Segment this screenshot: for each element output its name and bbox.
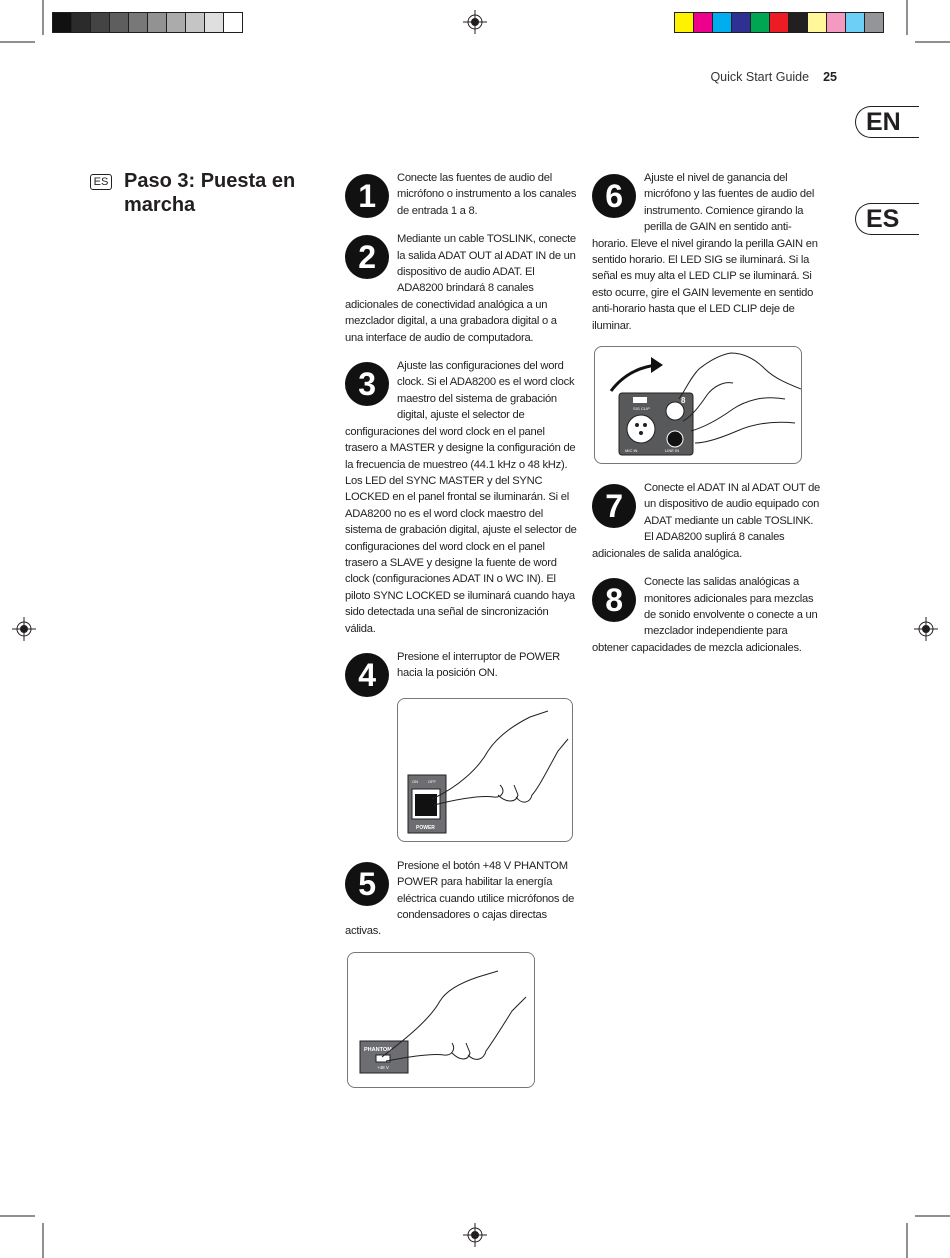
step-number-badge: 4 xyxy=(345,653,389,697)
step-2 xyxy=(345,231,577,346)
color-swatch xyxy=(712,12,732,33)
channel-number: 8 xyxy=(681,396,686,406)
step-number-badge: 7 xyxy=(592,484,636,528)
led-sig-label: SIG xyxy=(633,406,640,412)
color-swatch xyxy=(674,12,694,33)
step-1 xyxy=(345,170,577,219)
color-swatch xyxy=(826,12,846,33)
phantom-label: PHANTOM xyxy=(364,1046,392,1053)
color-swatch xyxy=(185,12,205,33)
mic-in-label: MIC IN xyxy=(625,448,638,454)
registration-mark-top xyxy=(463,10,487,34)
color-swatch xyxy=(204,12,224,33)
process-color-bar xyxy=(675,12,884,33)
step-text: Conecte las fuentes de audio del micrófono o instrumento a los canales de entrada 1 a 8. xyxy=(397,172,577,217)
hand-turning-gain-icon xyxy=(595,347,802,464)
gain-knob-illustration xyxy=(594,346,802,464)
color-swatch xyxy=(750,12,770,33)
color-swatch xyxy=(731,12,751,33)
step-text: Conecte el ADAT IN al ADAT OUT de un dispositivo de audio equipado con ADAT mediante un cable TOSLINK. El ADA8200 suplirá 8 canales adicionales de salida analógica. xyxy=(592,482,821,560)
step-text: Ajuste las configuraciones del word clock. Si el ADA8200 es el word clock maestro del sistema de grabación digital, ajuste el selector de configuraciones del word clock en el panel trasero a MASTER y designe la configuración de la frecuencia de muestreo (44.1 kHz o 48 kHz). Los LED del SYNC MASTER y del SYNC LOCKED en el panel frontal se iluminarán. Si el ADA8200 no es el word clock maestro del sistema de grabación digital, ajuste el selector de configuraciones del word clock en el panel trasero a SLAVE y designe la fuente de word clock (configuraciones ADAT IN o WC IN). El piloto SYNC LOCKED se iluminará cuando haya sido detectada una señal de sincronización válida. xyxy=(345,360,577,635)
color-swatch xyxy=(845,12,865,33)
step-number-badge: 5 xyxy=(345,862,389,906)
step-number-badge: 2 xyxy=(345,235,389,279)
language-tab-es[interactable]: ES xyxy=(855,203,919,235)
power-switch-illustration xyxy=(397,698,573,842)
color-swatch xyxy=(71,12,91,33)
section-title: Paso 3: Puesta en marcha xyxy=(124,170,296,216)
color-swatch xyxy=(864,12,884,33)
step-5 xyxy=(345,858,577,940)
step-text: Presione el interruptor de POWER hacia la posición ON. xyxy=(397,650,560,680)
color-swatch xyxy=(223,12,243,33)
color-swatch xyxy=(788,12,808,33)
step-4 xyxy=(345,649,577,693)
step-8 xyxy=(592,574,824,656)
guide-title: Quick Start Guide xyxy=(710,70,810,84)
phantom-voltage: +48 V xyxy=(377,1064,389,1070)
color-swatch xyxy=(166,12,186,33)
step-number-badge: 1 xyxy=(345,174,389,218)
step-text: Conecte las salidas analógicas a monitores adicionales para mezclas de sonido envolvente o conecte a un mezclador independiente para obtener capacidades de mezcla adicionales. xyxy=(592,576,818,654)
steps-column-left xyxy=(345,170,577,1088)
color-swatch xyxy=(769,12,789,33)
section-language-badge: ES xyxy=(90,174,112,190)
registration-mark-bottom xyxy=(463,1223,487,1247)
led-clip-label: CLIP xyxy=(641,406,650,412)
color-swatch xyxy=(807,12,827,33)
step-number-badge: 6 xyxy=(592,174,636,218)
color-swatch xyxy=(109,12,129,33)
step-number-badge: 8 xyxy=(592,578,636,622)
step-text: Mediante un cable TOSLINK, conecte la salida ADAT OUT al ADAT IN de un dispositivo de audio ADAT. El ADA8200 brindará 8 canales adicionales de conectividad analógica a un mezclador digital, a una grabadora digital o a una interface de audio de computadora. xyxy=(345,233,576,344)
step-7 xyxy=(592,480,824,562)
grayscale-color-bar xyxy=(53,12,243,33)
hand-pressing-power-icon xyxy=(398,699,573,842)
registration-mark-right xyxy=(914,617,938,641)
rotation-arrow-icon xyxy=(651,357,663,373)
steps-column-right xyxy=(592,170,824,668)
phantom-power-illustration xyxy=(347,952,535,1088)
step-number-badge: 3 xyxy=(345,362,389,406)
color-swatch xyxy=(147,12,167,33)
page-header xyxy=(710,70,837,84)
color-swatch xyxy=(90,12,110,33)
registration-mark-left xyxy=(12,617,36,641)
color-swatch xyxy=(128,12,148,33)
step-text: Ajuste el nivel de ganancia del micrófono y las fuentes de audio del instrumento. Comience girando la perilla de GAIN en sentido anti-horario. Eleve el nivel girando la perilla GAIN en sentido horario. El LED SIG se iluminará. Si la señal es muy alta el LED CLIP se iluminará. Si esto ocurre, gire el GAIN levemente en sentido anti-horario hasta que el LED CLIP deje de iluminar. xyxy=(592,172,818,332)
power-label: POWER xyxy=(416,824,435,831)
step-6 xyxy=(592,170,824,334)
hand-pressing-phantom-icon xyxy=(348,953,535,1088)
color-swatch xyxy=(52,12,72,33)
page-number: 25 xyxy=(823,70,837,84)
step-text: Presione el botón +48 V PHANTOM POWER para habilitar la energía eléctrica cuando utilice micrófonos de condensadores o cajas directas activas. xyxy=(345,859,575,938)
power-state-on: ON xyxy=(412,778,418,784)
line-in-label: LINE IN xyxy=(665,448,680,454)
power-state-off: OFF xyxy=(428,778,436,784)
color-swatch xyxy=(693,12,713,33)
language-tab-en[interactable]: EN xyxy=(855,106,919,138)
step-3 xyxy=(345,358,577,637)
